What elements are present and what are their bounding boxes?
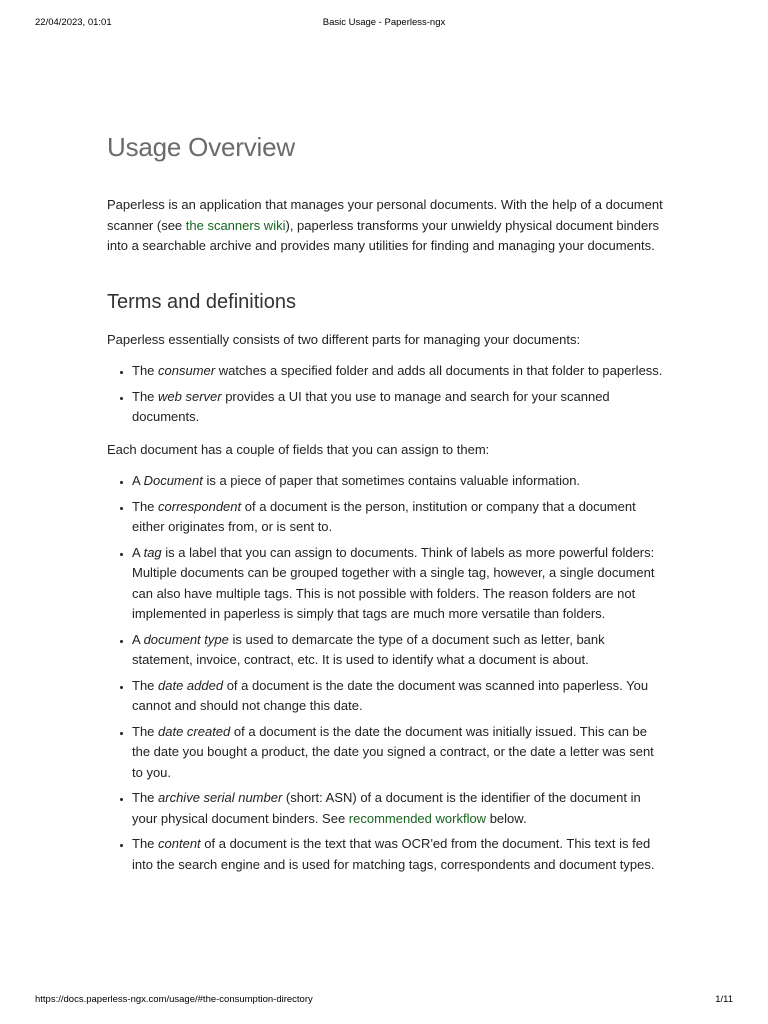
- item-term: content: [158, 836, 201, 851]
- scanners-wiki-link[interactable]: the scanners wiki: [185, 217, 286, 233]
- item-term: tag: [143, 544, 162, 560]
- item-prefix: The: [132, 677, 159, 693]
- list-item: [132, 676, 667, 717]
- item-term: date added: [158, 677, 224, 693]
- list-item: [132, 471, 667, 492]
- recommended-workflow-link[interactable]: recommended workflow: [348, 810, 487, 826]
- list-item: [132, 722, 667, 784]
- item-description: is a piece of paper that sometimes contains valuable information.: [202, 473, 581, 488]
- main-content: [107, 130, 667, 887]
- item-prefix: The: [132, 836, 159, 851]
- parts-list: [107, 361, 667, 428]
- fields-intro: Each document has a couple of fields that you can assign to them:: [107, 441, 490, 457]
- item-term: correspondent: [158, 498, 242, 514]
- item-description: of a document is the text that was OCR'ed from the document. This text is fed into the search engine and is used for matching tags, correspondents and document types.: [132, 836, 655, 872]
- item-description: is a label that you can assign to documents. Think of labels as more powerful folders: Multiple documents can be grouped together with a single tag, however, a single document can also have multiple tags. This is not possible with folders. The reason folders are not implemented in paperless is simply that tags are much more versatile than folders.: [132, 544, 655, 621]
- item-description: of a document is the person, institution or company that a document either originates from, or is sent to.: [132, 498, 636, 534]
- item-prefix: The: [132, 388, 159, 404]
- item-prefix: The: [132, 363, 159, 378]
- fields-list: [107, 471, 667, 875]
- intro-paragraph: [107, 195, 667, 257]
- print-footer: [0, 994, 768, 1008]
- item-description: of a document is the date the document was initially issued. This can be the date you bought a product, the date you signed a contract, or the date a letter was sent to you.: [132, 723, 654, 780]
- print-date: 22/04/2023, 01:01: [35, 17, 112, 28]
- item-prefix: The: [132, 790, 159, 805]
- item-prefix: A: [132, 473, 144, 488]
- list-item: [132, 788, 667, 829]
- list-item: [132, 361, 667, 382]
- print-url: https://docs.paperless-ngx.com/usage/#the-consumption-directory: [35, 994, 313, 1005]
- item-prefix: The: [132, 723, 159, 739]
- item-term: document type: [143, 631, 229, 647]
- intro-text-1: Paperless is an application that manages your personal documents. With the help of a document scanner (see: [107, 197, 663, 233]
- parts-intro: Paperless essentially consists of two different parts for managing your documents:: [107, 331, 581, 347]
- intro-text-2: ), paperless transforms your unwieldy physical document binders into a searchable archive and provides many utilities for finding and managing your documents.: [107, 217, 660, 253]
- print-page-title: Basic Usage - Paperless-ngx: [322, 17, 446, 28]
- item-description: (short: ASN) of a document is the identifier of the document in your physical document binders. See: [132, 790, 641, 826]
- item-term: consumer: [158, 363, 216, 378]
- list-item: [132, 630, 667, 671]
- item-prefix: A: [132, 631, 144, 647]
- item-term: archive serial number: [158, 790, 283, 805]
- item-description: of a document is the date the document was scanned into paperless. You cannot and should not change this date.: [132, 677, 649, 713]
- item-prefix: A: [132, 544, 144, 560]
- page-title: Usage Overview: [107, 132, 295, 162]
- item-term: web server: [158, 388, 222, 404]
- item-description: is used to demarcate the type of a document such as letter, bank statement, invoice, contract, etc. It is used to identify what a document is about.: [132, 631, 605, 667]
- item-description-end: below.: [486, 810, 527, 826]
- item-prefix: The: [132, 498, 159, 514]
- print-header: [0, 17, 768, 31]
- item-description: provides a UI that you use to manage and search for your scanned documents.: [132, 388, 610, 424]
- item-description: watches a specified folder and adds all documents in that folder to paperless.: [215, 363, 663, 378]
- list-item: [132, 834, 667, 875]
- list-item: [132, 543, 667, 625]
- list-item: [132, 497, 667, 538]
- page-number: 1/11: [715, 994, 733, 1005]
- item-term: Document: [143, 473, 203, 488]
- item-term: date created: [158, 723, 231, 739]
- terms-heading: Terms and definitions: [107, 290, 296, 313]
- list-item: [132, 387, 667, 428]
